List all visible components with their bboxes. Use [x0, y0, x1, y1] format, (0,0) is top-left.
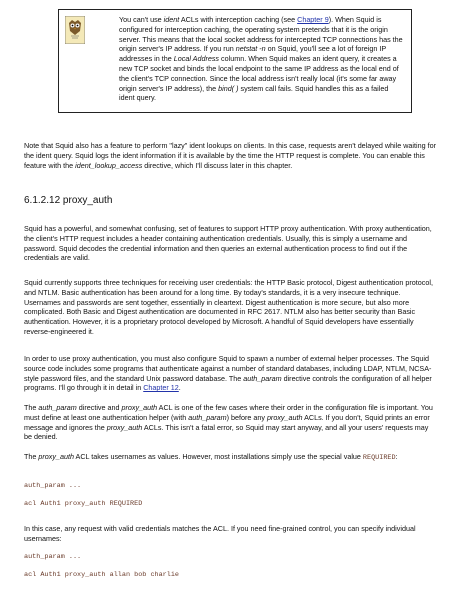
configure-text-1: In order to use proxy authentication, you must also configure Squid to spawn a number of external helper processes. The Squid source code includes some programs that authenticate against a number of standard databases, including LDAP, NTLM, NCSA-style password files, and the standard Unix password database. The — [24, 354, 432, 383]
usernames-text-3: : — [395, 452, 398, 461]
lazy-directive: ident_lookup_access — [75, 160, 143, 170]
order-text-1: The — [24, 403, 39, 412]
note-text-6: system call fails. Squid handles this as a failed ident query. — [119, 83, 389, 103]
note-text-5: column. When Squid makes an ident query, it creates a new TCP socket and binds the local endpoint to the same IP address as the local end of the client's TCP connection. Since the local address isn't really local (it's some far away origin server's IP address), the — [119, 54, 399, 93]
paragraph-intro: Squid has a powerful, and somewhat confusing, set of features to support HTTP proxy authentication. With proxy authentication, the client's HTTP request includes a header containing authentication credentials. Usually, this is simply a username and password. Squid decodes the credential information and then queries an external authentication process to find out if the credentials are valid. — [24, 224, 432, 263]
note-text-4: on Squid, you'll see a lot of foreign IP addresses in the — [119, 44, 386, 64]
order-proxy-auth-2: proxy_auth — [266, 412, 303, 422]
paragraph-configure — [24, 354, 438, 393]
order-proxy-auth: proxy_auth — [121, 403, 158, 412]
order-proxy-auth-3: proxy_auth — [106, 422, 143, 432]
note-box — [58, 9, 412, 113]
owl-note-icon — [65, 16, 85, 44]
code-block-required: auth_param ... acl Auth1 proxy_auth REQUIRED — [24, 482, 143, 508]
usernames-text-1: The — [24, 452, 39, 461]
order-text-5: ACLs. If you don't, Squid prints an error message and ignores the — [24, 412, 430, 432]
chapter-9-link[interactable]: Chapter 9 — [297, 15, 329, 24]
note-text-2: ACLs with interception caching (see — [179, 15, 298, 24]
usernames-text-2: ACL takes usernames as values. However, most installations simply use the special value — [73, 452, 363, 461]
note-local-address: Local Address — [173, 54, 220, 64]
note-bind: bind( ) — [218, 83, 239, 93]
section-heading: 6.1.2.12 proxy_auth — [24, 195, 113, 206]
lazy-text-2: directive, which I'll discuss later in this chapter. — [142, 160, 293, 170]
paragraph-order — [24, 403, 438, 442]
order-text-4: ) before any — [226, 412, 267, 422]
chapter-12-link[interactable]: Chapter 12 — [143, 383, 179, 393]
lazy-text-1: Note that Squid also has a feature to perform "lazy" ident lookups on clients. In this case, requests aren't delayed while waiting for the ident query. Squid logs the ident information if it is available by the time the HTTP request is complete. You can enable this feature with the — [24, 141, 436, 170]
configure-text-3: . — [178, 383, 181, 393]
order-text-2: directive and — [76, 403, 122, 412]
paragraph-fine-grained: In this case, any request with valid credentials matches the ACL. If you need fine-grained control, you can specify individual usernames: — [24, 524, 416, 543]
order-auth-param-2: auth_param — [188, 412, 227, 422]
paragraph-techniques: Squid currently supports three techniques for receiving user credentials: the HTTP Basic protocol, Digest authentication protocol, and NTLM. Basic authentication has been around for a long time. By today's standards, it is a very insecure technique. Usernames and passwords are sent together, essentially in cleartext. Digest authentication is more secure, but also more complicated. Both Basic and Digest authentication are documented in RFC 2617. NTLM also has better security than Basic authentication. However, it is a proprietary protocol developed by Microsoft. A handful of Squid developers have essentially reverse-engineered it. — [24, 278, 433, 336]
order-text-6: ACLs. This isn't a fatal error, so Squid may start anyway, and all your users' requests may be denied. — [24, 422, 429, 442]
paragraph-usernames — [24, 452, 438, 464]
configure-text-2: directive controls the configuration of all helper programs. I'll go through it in detail in — [24, 373, 432, 393]
configure-auth-param: auth_param — [243, 373, 282, 383]
note-ident: ident — [163, 15, 180, 24]
usernames-required: REQUIRED — [362, 454, 396, 462]
order-auth-param: auth_param — [38, 403, 77, 412]
note-netstat: netstat -n — [235, 44, 266, 54]
paragraph-lazy-ident — [24, 141, 438, 170]
order-text-3: ACL is one of the few cases where their order in the configuration file is important. You must define at least one authentication helper (with — [24, 403, 433, 422]
note-text — [119, 15, 405, 103]
usernames-proxy-auth: proxy_auth — [38, 452, 74, 461]
code-block-usernames: auth_param ... acl Auth1 proxy_auth allan bob charlie — [24, 553, 179, 579]
note-text-1: You can't use — [119, 15, 164, 24]
note-text-3: ). When Squid is configured for interception caching, the operating system pretends that it is the origin server. This means that the local socket address for intercepted TCP connections has the origin server's IP address. If you run — [119, 15, 403, 54]
